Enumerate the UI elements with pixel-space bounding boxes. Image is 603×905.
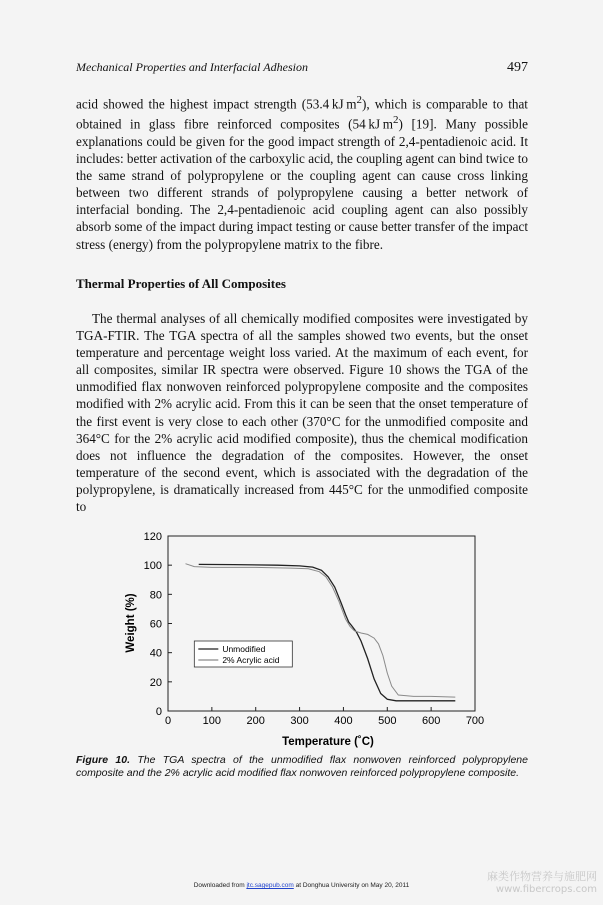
x-axis-label: Temperature (˚C) xyxy=(282,736,374,748)
site-watermark xyxy=(487,870,597,896)
footer-prefix: Downloaded from xyxy=(193,882,247,889)
y-axis-label: Weight (%) xyxy=(125,593,137,653)
superscript-2: 2 xyxy=(393,114,399,127)
footer-suffix: at Donghua University on May 20, 2011 xyxy=(293,882,410,889)
page-number: 497 xyxy=(507,60,528,75)
figure-caption xyxy=(76,754,528,780)
y-tick-label: 20 xyxy=(149,676,162,689)
y-tick-label: 80 xyxy=(149,589,162,602)
paragraph1-middle: ), which is comparable to that obtained in glass fibre reinforced composites (54 kJ m xyxy=(76,96,528,132)
running-head-title: Mechanical Properties and Interfacial Adhesion xyxy=(76,60,308,74)
series-line-1 xyxy=(199,564,456,700)
tga-figure xyxy=(118,525,498,750)
figure-caption-label: Figure 10. xyxy=(76,754,131,766)
y-tick-label: 40 xyxy=(149,647,162,660)
chart-legend xyxy=(194,641,292,667)
tga-chart xyxy=(118,525,498,750)
x-tick-label: 400 xyxy=(334,715,353,727)
y-tick-label: 100 xyxy=(143,560,162,573)
series-line-2 xyxy=(186,564,456,697)
y-tick-label: 60 xyxy=(149,618,162,631)
plot-frame xyxy=(168,536,475,711)
x-tick-label: 0 xyxy=(164,715,172,727)
paragraph-impact-strength xyxy=(76,92,528,253)
paragraph-thermal-analysis: The thermal analyses of all chemically modified composites were investigated by TGA-FTIR. The TGA spectra of all the samples showed two events, but the onset temperature and percentage weight loss varied. At the maximum of each event, for all composites, similar IR spectra were observed. Figure 10 shows the TGA of the unmodified flax nonwoven reinforced polypropylene composite and the composites modified with 2% acrylic acid. From this it can be seen that the onset temperature of the first event is very close to each other (370°C for the unmodified composite and 364°C for the 2% acrylic acid modified composite), thus the chemical modification does not influence the degradation of the composites. However, the onset temperature of the second event, which is associated with the degradation of the polypropylene, is dramatically increased from 445°C for the unmodified composite to xyxy=(76,311,528,515)
y-tick-label: 120 xyxy=(143,531,162,543)
superscript-2: 2 xyxy=(356,94,362,106)
legend-entry: 2% Acrylic acid xyxy=(222,655,280,665)
x-tick-label: 300 xyxy=(290,715,309,727)
chart-axes xyxy=(144,531,485,727)
watermark-url: www.fibercrops.com xyxy=(495,884,597,895)
paragraph1-end: ) [19]. Many possible explanations could be given for the good impact strength of 2,4-pentadienoic acid. It includes: better activation of the carboxylic acid, the coupling agent can bind twice to the same strand of polypropylene or the coupling agent can cause cross linking between two different strands of polypropylene causing a better network of interfacial bonding. The 2,4-pentadienoic acid coupling agent can also possibly absorb some of the impact during impact testing or cause better transfer of the impact stress (energy) from the polypropylene matrix to the fibre. xyxy=(76,116,529,252)
chart-series xyxy=(186,564,456,701)
watermark-title: 麻类作物营养与施肥网 xyxy=(487,870,597,883)
x-tick-label: 200 xyxy=(246,715,265,727)
x-tick-label: 100 xyxy=(202,715,222,727)
paragraph1-start: acid showed the highest impact strength (53.4 kJ m xyxy=(76,96,357,112)
x-tick-label: 700 xyxy=(465,715,485,727)
section-heading: Thermal Properties of All Composites xyxy=(76,276,286,291)
running-head xyxy=(76,60,528,75)
figure-caption-text: The TGA spectra of the unmodified flax nonwoven reinforced polypropylene composite and the 2% acrylic acid modified flax nonwoven reinforced polypropylene composite. xyxy=(76,754,528,779)
legend-entry: Unmodified xyxy=(222,644,266,654)
x-tick-label: 600 xyxy=(421,715,441,727)
footer-link[interactable]: jtc.sagepub.com xyxy=(246,882,294,889)
x-tick-label: 500 xyxy=(378,715,397,727)
y-tick-label: 0 xyxy=(155,706,162,718)
